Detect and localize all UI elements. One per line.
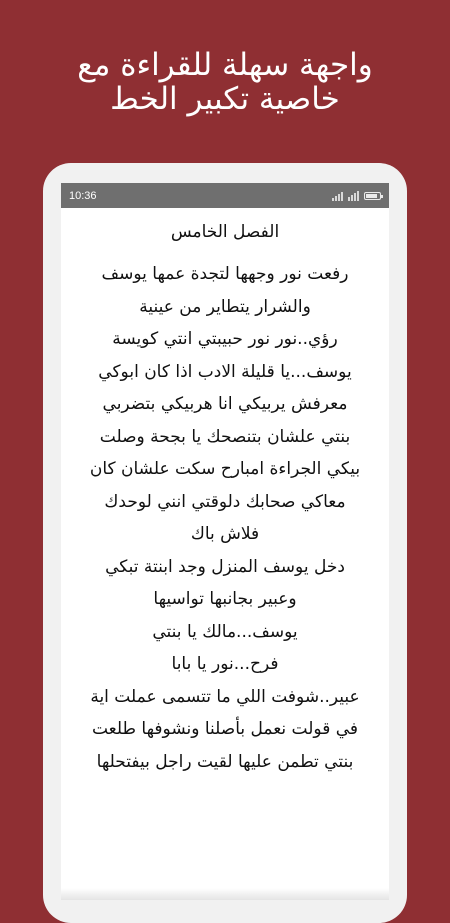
status-bar <box>61 183 389 208</box>
text-line: دخل يوسف المنزل وجد ابنتة تبكي <box>105 556 345 577</box>
headline-line-2: خاصية تكبير الخط <box>110 81 340 117</box>
text-line: رؤي..نور نور حبيبتي انتي كويسة <box>112 329 338 349</box>
text-line: وعبير بجانبها تواسيها <box>153 589 297 609</box>
status-icons <box>332 191 381 201</box>
text-line: فرح...نور يا بابا <box>171 654 279 674</box>
text-line: عبير..شوفت اللي ما تتسمى عملت اية <box>90 686 360 707</box>
phone-screen <box>61 183 389 900</box>
text-line: بيكي الجراءة امبارح سكت علشان كان <box>89 459 361 479</box>
text-line: رفعت نور وجهها لتجدة عمها يوسف <box>101 264 349 284</box>
chapter-title: الفصل الخامس <box>170 222 280 242</box>
text-line: معاكي صحابك دلوقتي انني لوحدك <box>104 491 346 512</box>
signal-icon <box>332 191 343 201</box>
text-line: يوسف...يا قليلة الادب اذا كان ابوكي <box>98 361 352 382</box>
battery-icon <box>364 192 381 200</box>
screen-bottom-edge <box>61 888 389 900</box>
status-time: 10:36 <box>69 189 97 202</box>
text-line: معرفش يربيكي انا هربيكي بتضربي <box>102 394 348 414</box>
text-line: والشرار يتطاير من عينية <box>139 296 311 317</box>
text-line: في قولت نعمل بأصلنا ونشوفها طلعت <box>91 719 359 739</box>
promo-headline <box>0 48 450 116</box>
wifi-icon <box>348 191 359 201</box>
text-line: بنتي علشان بتنصحك يا بجحة وصلت <box>99 426 351 447</box>
reader-text <box>61 258 389 778</box>
text-line: بنتي تطمن عليها لقيت راجل بيفتحلها <box>96 751 354 772</box>
text-line: فلاش باك <box>190 524 260 544</box>
headline-line-1: واجهة سهلة للقراءة مع <box>77 47 373 83</box>
text-line: يوسف...مالك يا بنتي <box>152 621 298 642</box>
